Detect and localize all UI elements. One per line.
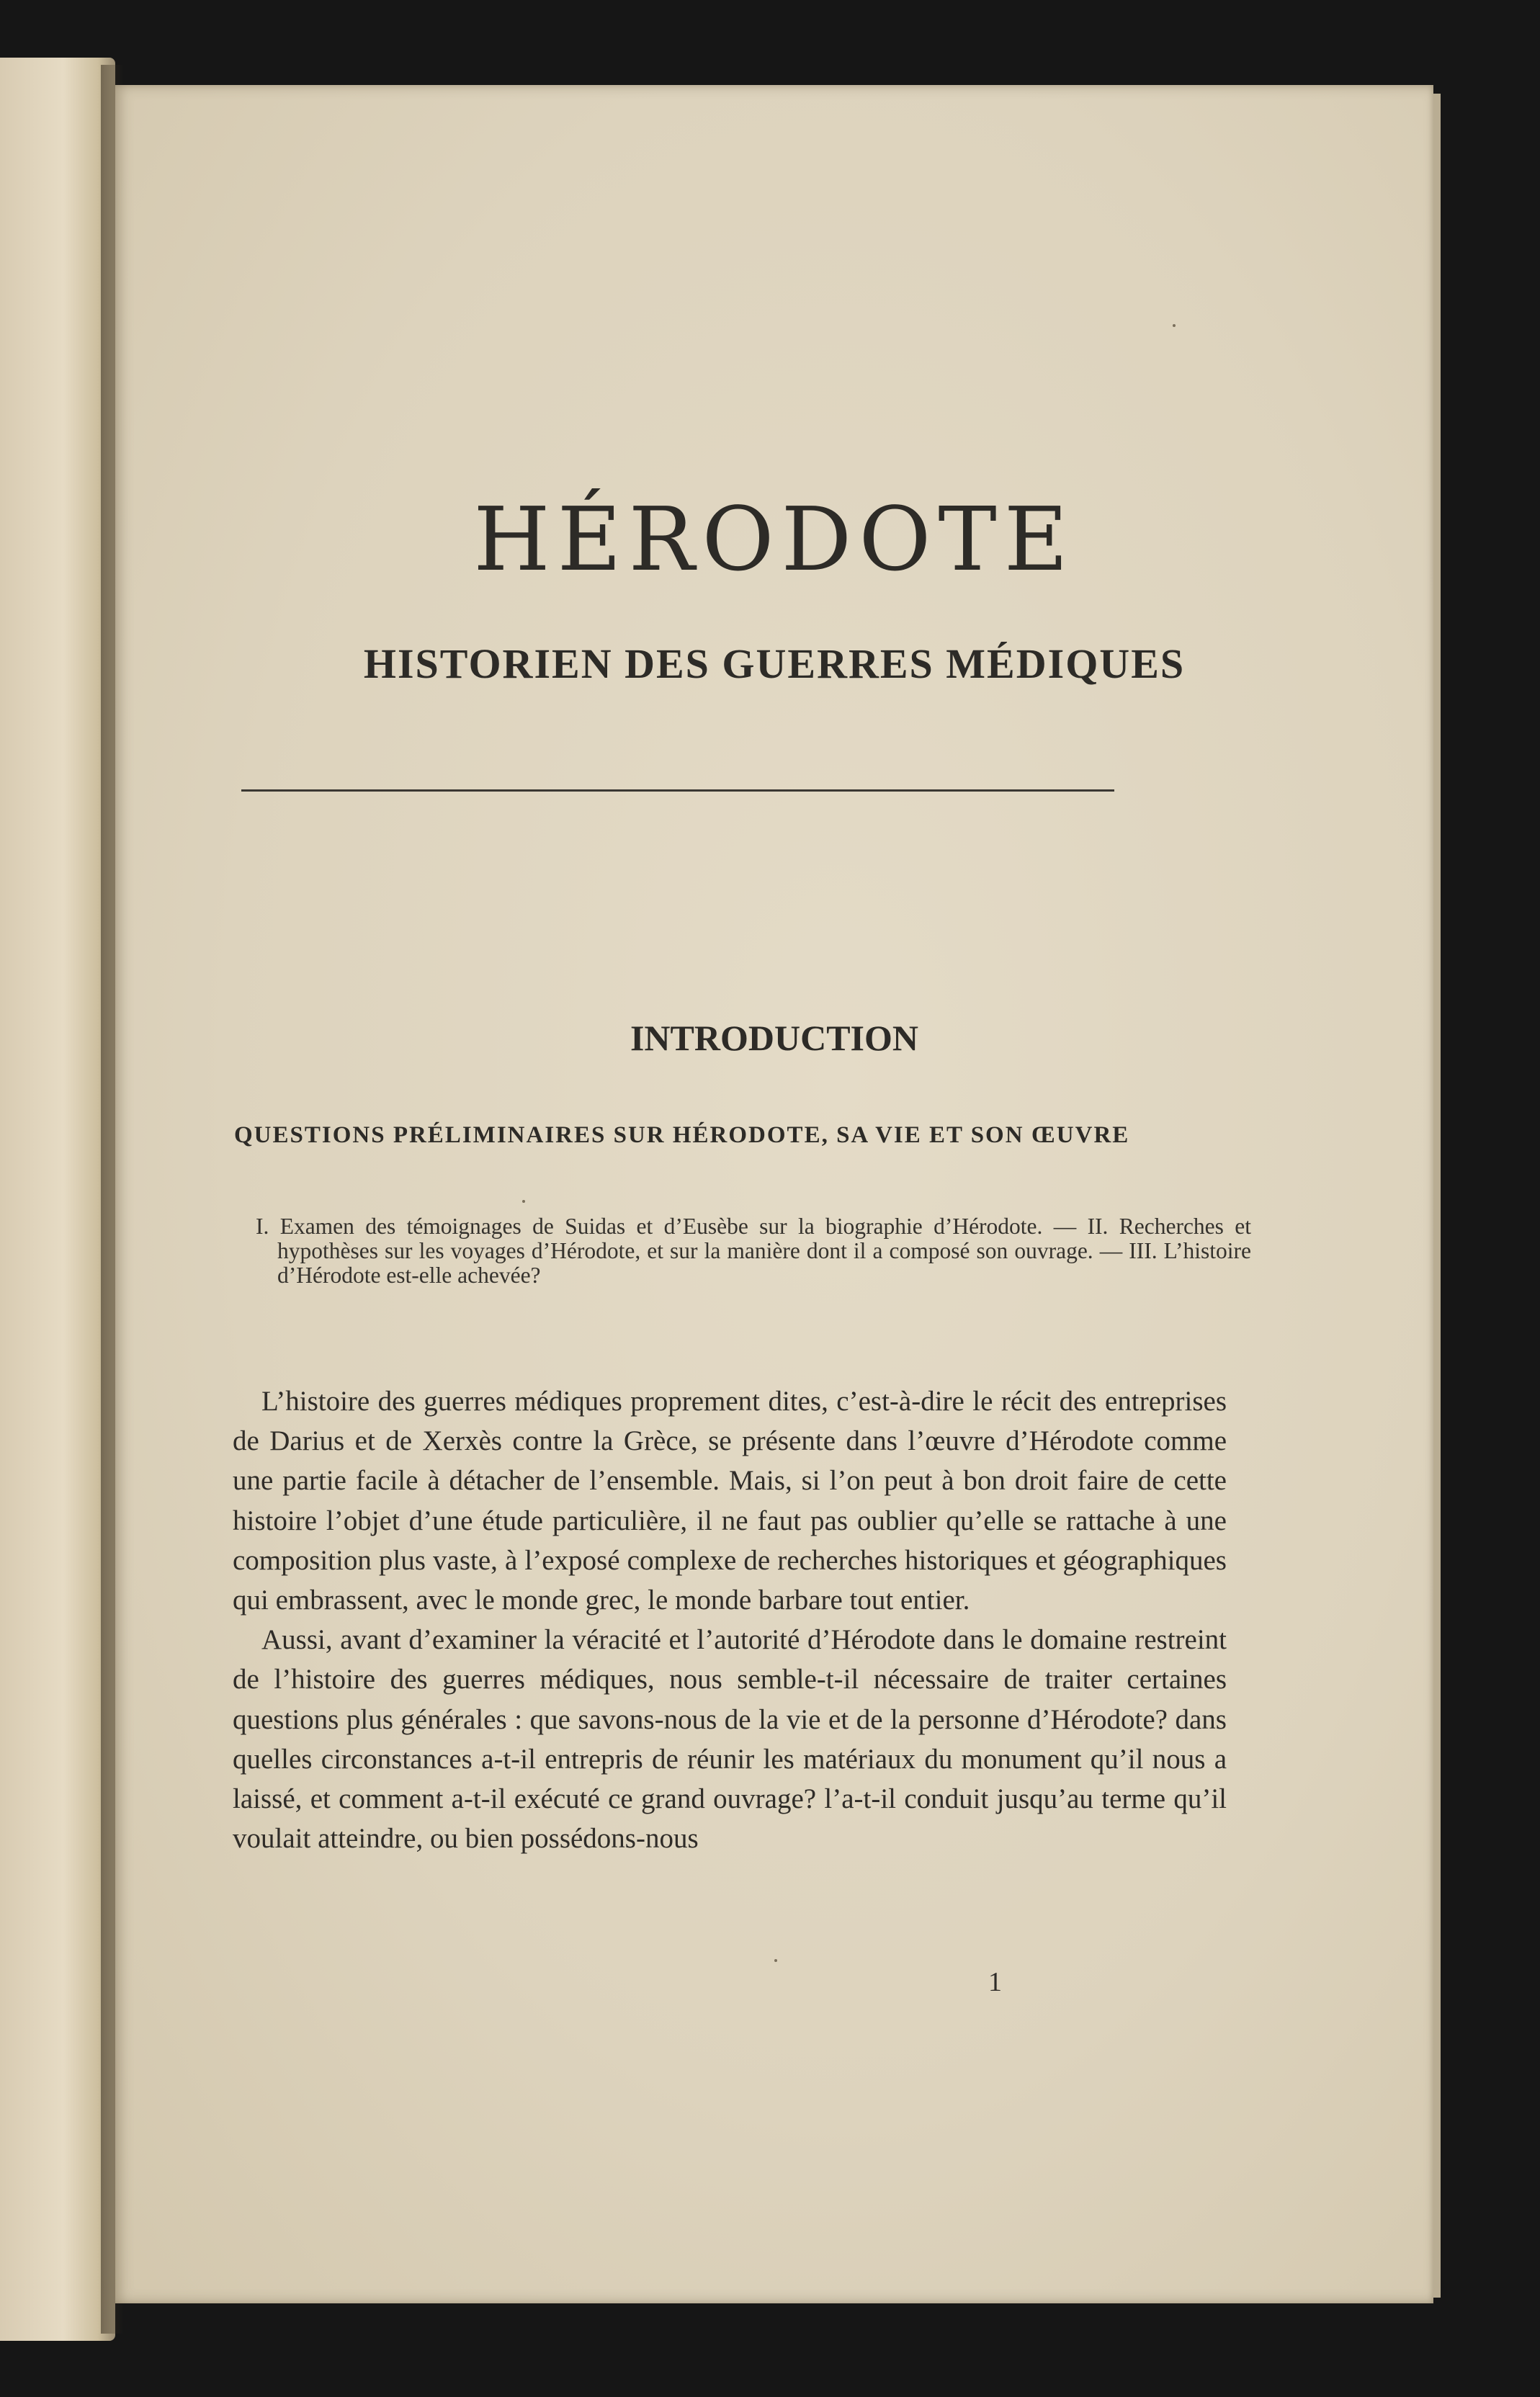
title-rule [241, 789, 1114, 792]
page-subtitle: HISTORIEN DES GUERRES MÉDIQUES [363, 640, 1186, 687]
page-title: HÉRODOTE [473, 488, 1075, 591]
book-page [115, 85, 1433, 2303]
page-number: 1 [988, 1967, 1002, 1997]
facing-page-edge [0, 58, 115, 2341]
chapter-subheading: QUESTIONS PRÉLIMINAIRES SUR HÉRODOTE, SA VIE ET SON ŒUVRE [234, 1122, 1130, 1148]
chapter-summary: I. Examen des témoignages de Suidas et d’Eusèbe sur la biographie d’Hérodote. — II. Recherches et hypothèses sur les voyages d’Hérodote, et sur la manière dont il a composé son ouvrage. — III. L’histoire d’Hérodote est-elle achevée? [256, 1214, 1251, 1288]
section-heading: INTRODUCTION [630, 1018, 919, 1058]
paper-speck [774, 1959, 777, 1962]
paragraph-2: Aussi, avant d’examiner la véracité et l’autorité d’Hérodote dans le domaine restreint de l’histoire des guerres médiques, nous semble-t-il nécessaire de traiter certaines questions plus générales : que savons-nous de la vie et de la personne d’Hérodote? dans quelles circonstances a-t-il entrepris de réunir les matériaux du monument qu’il nous a laissé, et comment a-t-il exécuté ce grand ouvrage? l’a-t-il conduit jusqu’au terme qu’il voulait atteindre, ou bien possédons-nous [233, 1624, 1227, 1855]
paper-speck [522, 1200, 525, 1203]
body-text [233, 1381, 1227, 1858]
paper-speck [1173, 324, 1176, 327]
paragraph-1: L’histoire des guerres médiques proprement dites, c’est-à-dire le récit des entreprises de Darius et de Xerxès contre la Grèce, se présente dans l’œuvre d’Hérodote comme une partie facile à détacher de l’ensemble. Mais, si l’on peut à bon droit faire de cette histoire l’objet d’une étude particulière, il ne faut pas oublier qu’elle se rattache à une composition plus vaste, à l’exposé complexe de recherches historiques et géographiques qui embrassent, avec le monde grec, le monde barbare tout entier. [233, 1386, 1227, 1616]
